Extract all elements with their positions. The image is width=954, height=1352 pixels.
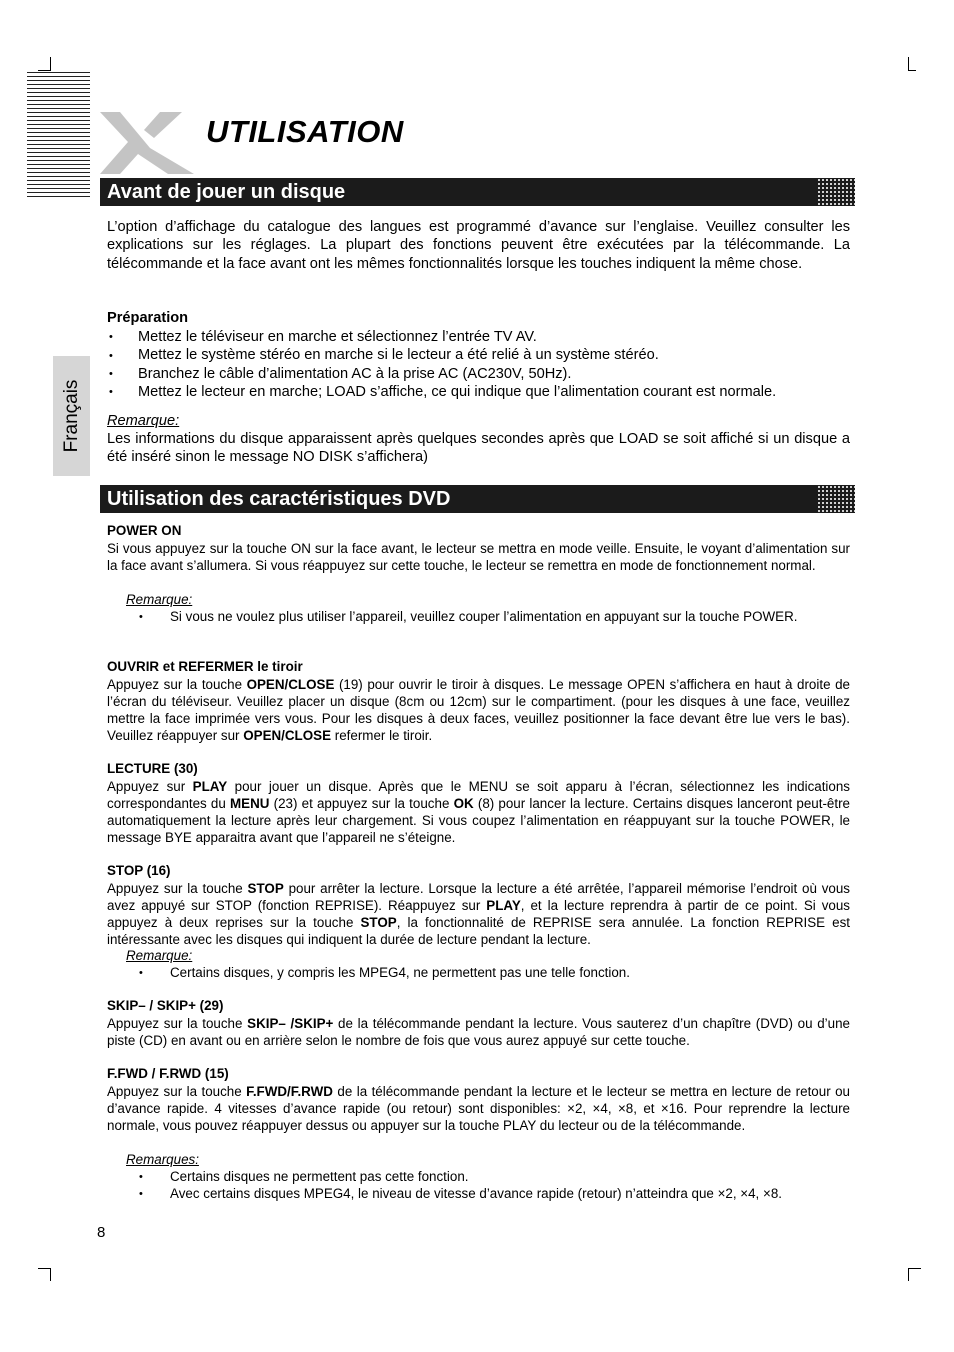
section-heading-dvd <box>100 485 855 513</box>
fwd-heading: F.FWD / F.RWD (15) <box>107 1066 229 1081</box>
text-run: Appuyez sur <box>107 779 193 794</box>
list-item: Si vous ne voulez plus utiliser l’appareil, veuillez couper l’alimentation en appuyant sur la touche POWER. <box>170 609 798 624</box>
key-label: OPEN/CLOSE <box>246 677 335 692</box>
text-run: de la télécommande pendant la lecture et le lecteur se mettra en lecture de retour ou d’avance rapide. 4 vitesses d’avance rapide (ou retour) sont disponibles: ×2, ×4, ×8, et ×16. Pour reprendre la lecture normale, vous pouvez réappuyer dessus ou appuyer sur la touche PLAY du lecteur ou de la télécommande. <box>107 1084 850 1134</box>
bullet-icon: • <box>109 331 113 343</box>
remark-label: Remarque: <box>126 948 193 963</box>
key-label: OK <box>453 796 474 812</box>
fwd-text <box>107 1083 850 1134</box>
bullet-icon: • <box>109 368 113 380</box>
crop-mark-top-left <box>50 57 51 71</box>
crop-mark-bottom-right <box>908 1268 921 1269</box>
section-heading-text: Avant de jouer un disque <box>107 181 346 203</box>
text-run: , la fonctionnalité de REPRISE sera annulée. La fonction REPRISE est intéressante avec les disques qui indiquent la durée de lecture pendant la lecture. <box>107 915 851 948</box>
section-heading-avant <box>100 178 855 206</box>
text-run: , et la lecture reprendra à partir de ce point. Si vous appuyez à deux reprises sur la touche <box>107 898 850 931</box>
key-label: OPEN/CLOSE <box>243 728 332 744</box>
list-item: Certains disques ne permettent pas cette fonction. <box>170 1169 469 1184</box>
text-run: (19) pour ouvrir le tiroir à disques. Le message OPEN s’affichera en haut à droite de l’écran du téléviseur. Veuillez placer un disque (8cm ou 12cm) sur le compartiment. (pour les disques à une face, veuillez mettre la face imprimée vers vous. Pour les disques à deux faces, veuillez positionner la face devant être lue vers le bas). Veuillez réappuyer sur <box>107 677 850 744</box>
bullet-icon: • <box>139 1171 143 1183</box>
dotted-pattern-icon <box>817 178 855 206</box>
text-run: pour arrêter la lecture. Lorsque la lecture a été arrêtée, l’appareil mémorise l’endroit où vous avez appuyé sur STOP (fonction REPRISE). Réappuyez sur <box>107 881 850 914</box>
text-run: pour jouer un disque. Après que le MENU se soit apparu à l’écran, sélectionnez les indications correspondantes du <box>107 779 850 812</box>
crop-mark-bottom-right-v <box>908 1268 909 1281</box>
bullet-icon: • <box>109 350 113 362</box>
prep-heading: Préparation <box>107 310 189 326</box>
x-logo-icon <box>98 108 198 176</box>
key-label: PLAY <box>192 779 228 794</box>
stop-heading: STOP (16) <box>107 863 171 878</box>
key-label: SKIP– /SKIP+ <box>247 1016 334 1031</box>
bullet-icon: • <box>139 1188 143 1200</box>
bullet-icon: • <box>139 611 143 623</box>
list-item: Mettez le lecteur en marche; LOAD s’affiche, ce qui indique que l’alimentation courant est normale. <box>138 384 777 400</box>
page-number: 8 <box>97 1224 106 1241</box>
skip-heading: SKIP– / SKIP+ (29) <box>107 998 224 1013</box>
key-label: STOP <box>247 881 284 896</box>
text-run: (23) et appuyez sur la touche <box>269 796 454 812</box>
remark-label: Remarque: <box>107 413 180 429</box>
dotted-pattern-icon <box>817 485 855 513</box>
power-text: Si vous appuyez sur la touche ON sur la face avant, le lecteur se mettra en mode veille. Ensuite, le voyant d’alimentation sur la face avant s’allumera. Si vous réappuyez sur cette touche, le lecteur se remettra en mode de fonctionnement normal. <box>107 541 850 574</box>
language-tab-label: Français <box>60 379 82 453</box>
play-text <box>107 778 850 846</box>
stop-text <box>107 880 850 948</box>
bullet-icon: • <box>109 386 113 398</box>
remark-text: Les informations du disque apparaissent après quelques secondes après que LOAD se soit affiché si un disque a été inséré sinon le message NO DISK s’affichera) <box>107 431 850 466</box>
text-run: Appuyez sur la touche <box>107 1016 248 1031</box>
crop-mark-top-right <box>908 57 909 71</box>
striped-margin-decoration <box>27 72 90 200</box>
key-label: STOP <box>360 915 397 931</box>
play-heading: LECTURE (30) <box>107 761 198 776</box>
text-run: (8) pour lancer la lecture. Certains disques lanceront peut-être automatiquement la lecture après leur chargement. Si vous coupez l’alimentation en réappuyant sur la touche POWER, le message BYE apparaitra avant que l’appareil ne s’éteigne. <box>107 796 850 846</box>
list-item: Certains disques, y compris les MPEG4, ne permettent pas une telle fonction. <box>170 965 630 980</box>
key-label: PLAY <box>486 898 521 914</box>
text-run: refermer le tiroir. <box>331 728 433 744</box>
section-heading-text: Utilisation des caractéristiques DVD <box>107 488 451 510</box>
crop-mark-top-left-h <box>38 70 51 71</box>
text-run: de la télécommande pendant la lecture. Vous sauterez d’un chapître (DVD) ou d’une piste (CD) en avant ou en arrière selon le nombre de fois que vous aurez appuyé sur cette touche. <box>107 1016 850 1049</box>
list-item: Avec certains disques MPEG4, le niveau de vitesse d’avance rapide (retour) n’atteindra que ×2, ×4, ×8. <box>170 1186 782 1201</box>
intro-paragraph: L’option d’affichage du catalogue des langues est programmé d’avance sur l’englaise. Veuillez consulter les explications sur les réglages. La plupart des fonctions peuvent être exécutées par la télécommande. La télécommande et la face avant ont les mêmes fonctionnalités lorsque les touches indiquent la même chose. <box>107 219 850 272</box>
list-item: Branchez le câble d’alimentation AC à la prise AC (AC230V, 50Hz). <box>138 366 572 382</box>
power-heading: POWER ON <box>107 523 182 538</box>
key-label: F.FWD/F.RWD <box>246 1084 333 1099</box>
text-run: Appuyez sur la touche <box>107 881 248 896</box>
remark-label: Remarques: <box>126 1152 199 1167</box>
skip-text <box>107 1015 850 1049</box>
key-label: MENU <box>230 796 270 812</box>
list-item: Mettez le système stéréo en marche si le lecteur a été relié à un système stéréo. <box>138 347 659 363</box>
tray-text <box>107 676 850 744</box>
crop-mark-top-right-h <box>908 70 916 71</box>
text-run: Appuyez sur la touche <box>107 1084 247 1099</box>
language-tab <box>53 356 90 476</box>
crop-mark-bottom-left-v <box>50 1268 51 1281</box>
bullet-icon: • <box>139 967 143 979</box>
list-item: Mettez le téléviseur en marche et sélectionnez l’entrée TV AV. <box>138 329 537 345</box>
tray-heading: OUVRIR et REFERMER le tiroir <box>107 659 303 674</box>
page-title: UTILISATION <box>206 114 404 149</box>
remark-label: Remarque: <box>126 592 193 607</box>
text-run: Appuyez sur la touche <box>107 677 247 692</box>
